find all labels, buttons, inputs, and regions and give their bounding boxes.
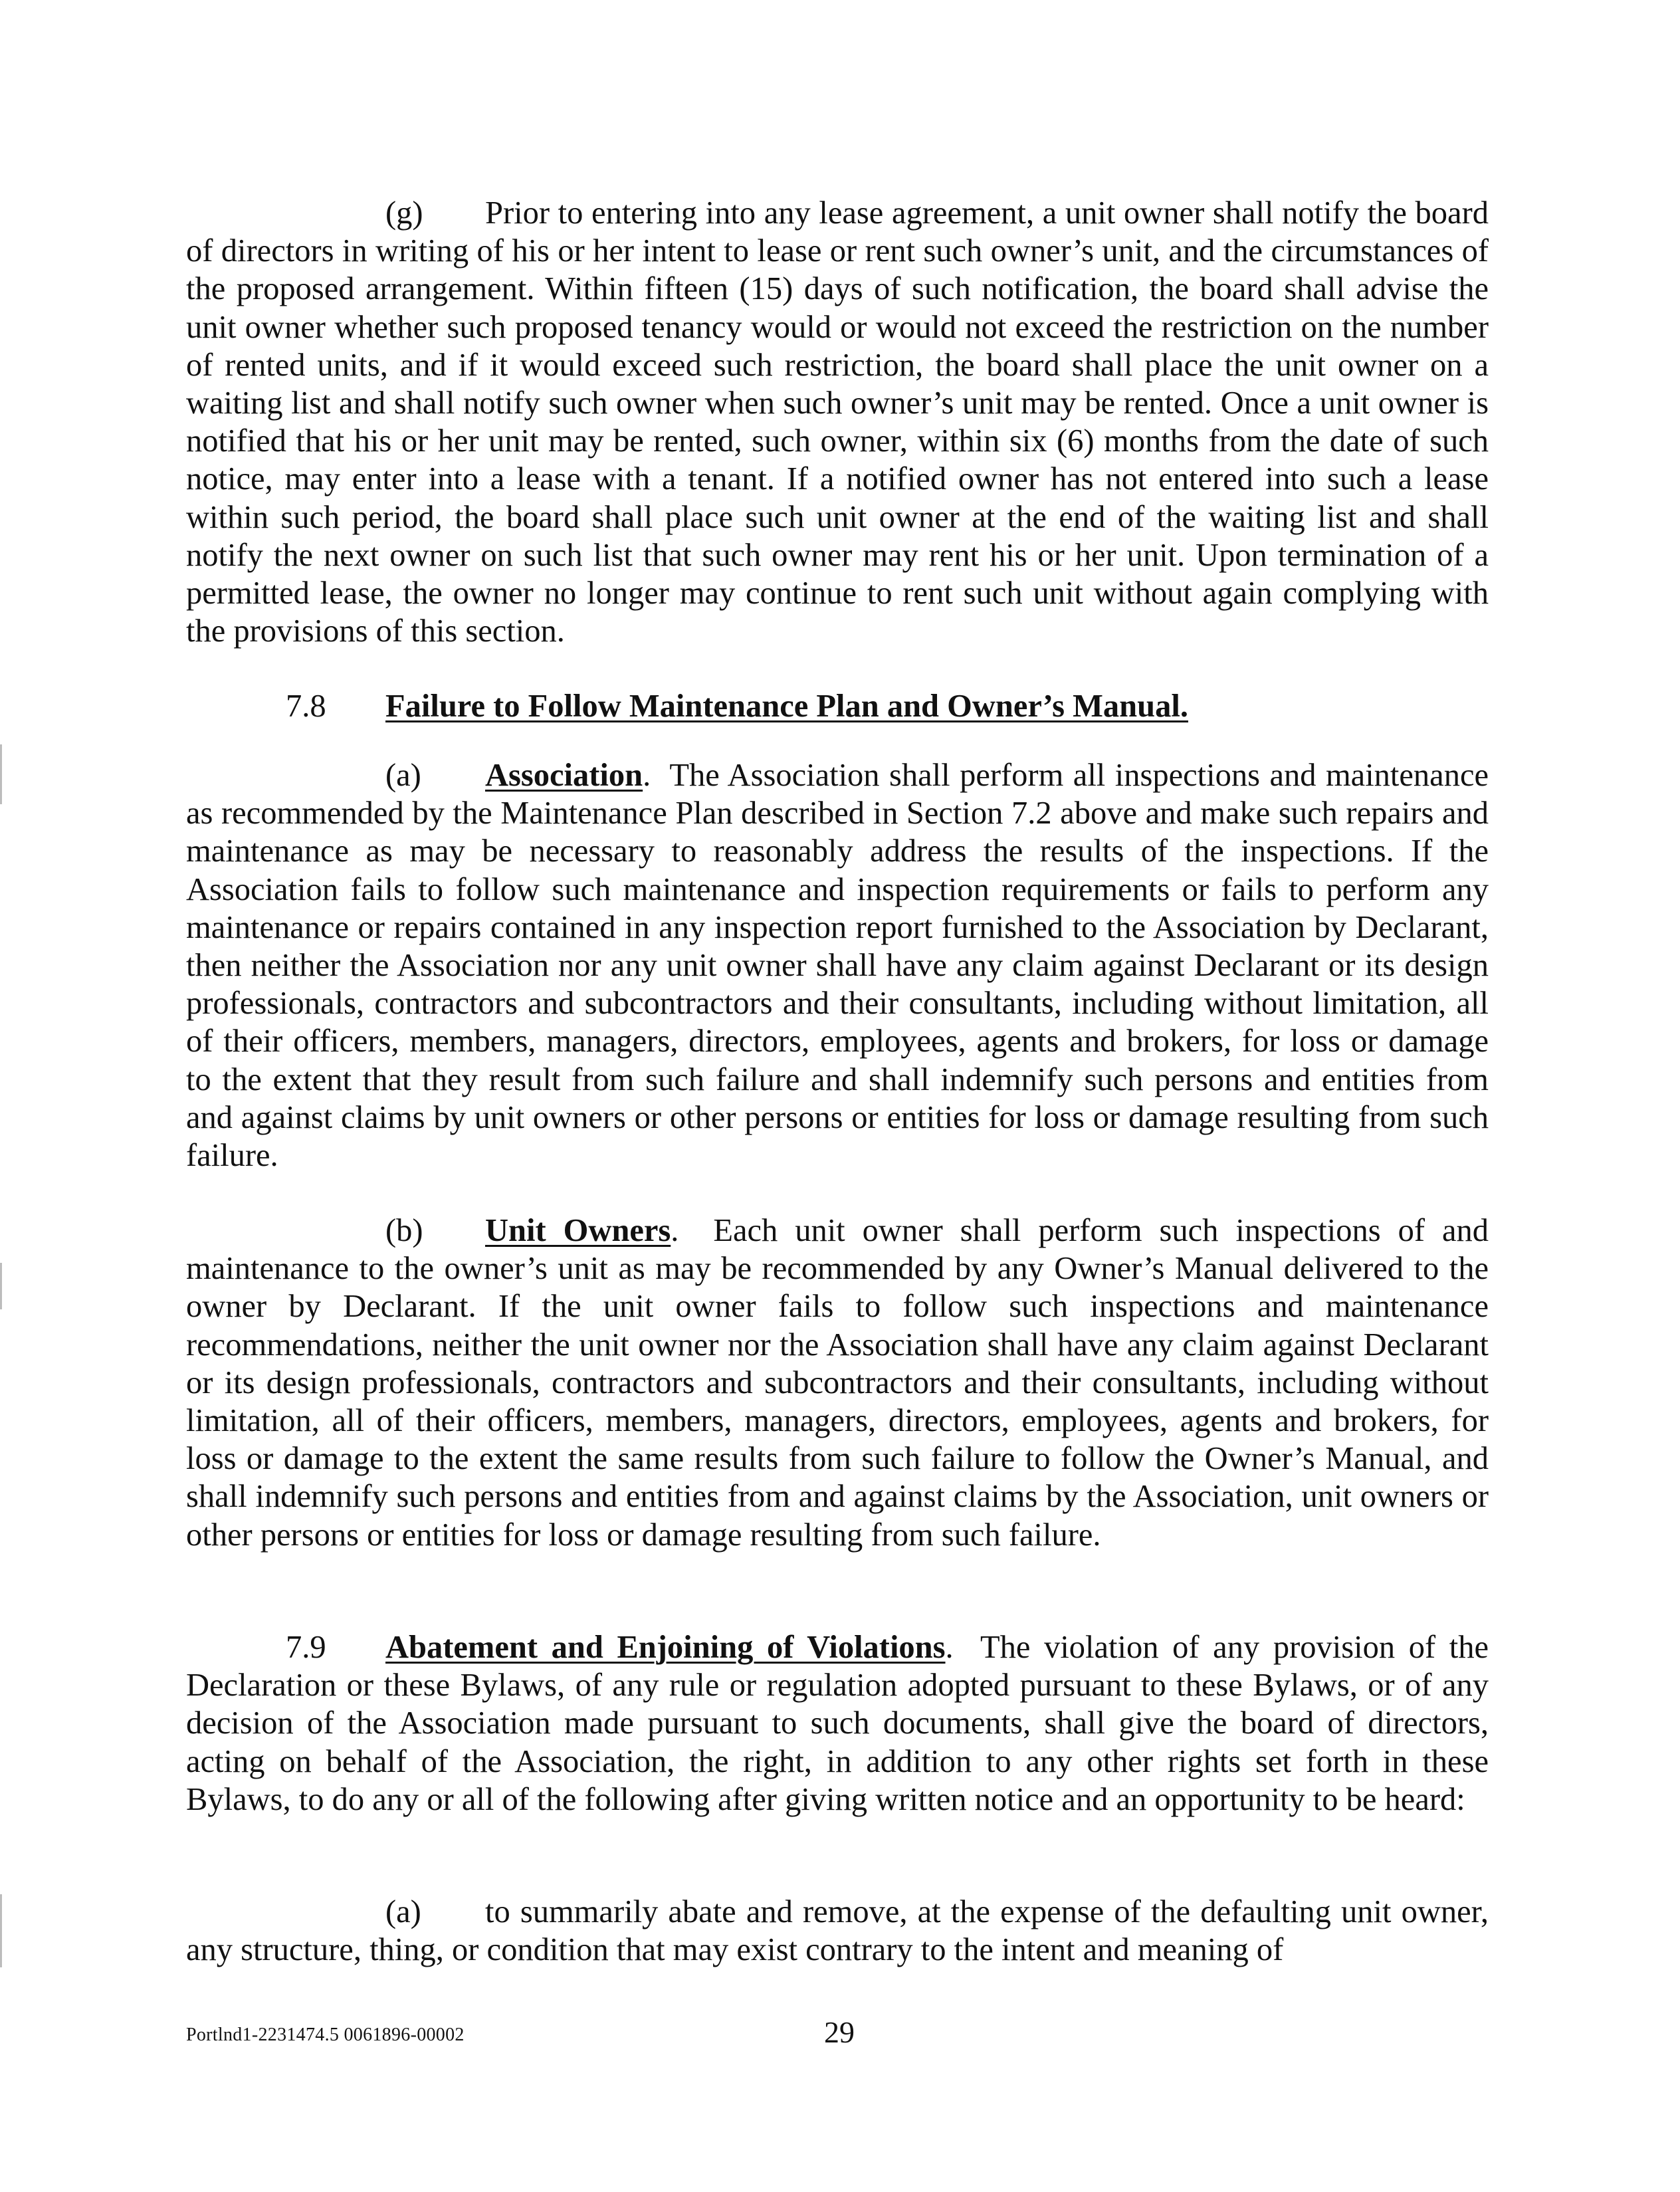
- paragraph-text: Prior to entering into any lease agreement, a unit owner shall notify the board of directors in writing of his or her intent to lease or rent such owner’s unit, and the circumstances of the proposed arrangement. Within fifteen (15) days of such notification, the board shall advise the unit owner whether such proposed tenancy would or would not exceed the restriction on the number of rented units, and if it would exceed such restriction, the board shall place the unit owner on a waiting list and shall notify such owner when such owner’s unit may be rented. Once a unit owner is notified that his or her unit may be rented, such owner, within six (6) months from the date of such notice, may enter into a lease with a tenant. If a notified owner has not entered into such a lease within such period, the board shall place such unit owner at the end of the waiting list and shall notify the next owner on such list that such owner may rent his or her unit. Upon termination of a permitted lease, the owner no longer may continue to rent such unit without again complying with the provisions of this section.: [186, 195, 1489, 649]
- section-title: Abatement and Enjoining of Violations: [385, 1630, 946, 1665]
- heading-punctuation: .: [671, 1213, 679, 1248]
- section-title: Failure to Follow Maintenance Plan and Owner’s Manual.: [385, 689, 1188, 724]
- section-number: 7.9: [286, 1630, 326, 1665]
- section-7-9: [186, 1628, 1489, 1818]
- section-number: 7.8: [286, 689, 326, 724]
- section-7-8-heading: [186, 687, 1489, 725]
- paragraph-7-8-a: [186, 756, 1489, 1174]
- paragraph-7-9-a: [186, 1893, 1489, 1969]
- document-id: Portlnd1-2231474.5 0061896-00002: [186, 2025, 465, 2045]
- scan-edge-mark: [0, 1894, 2, 1967]
- paragraph-text: The Association shall perform all inspections and maintenance as recommended by the Maintenance Plan described in Section 7.2 above and make such repairs and maintenance as may be necessary to reasonably address the results of the inspections. If the Association fails to follow such maintenance and inspection requirements or fails to perform any maintenance or repairs contained in any inspection report furnished to the Association by Declarant, then neither the Association nor any unit owner shall have any claim against Declarant or its design professionals, contractors and subcontractors and their consultants, including without limitation, all of their officers, members, managers, directors, employees, agents and brokers, for loss or damage to the extent that they result from such failure and shall indemnify such persons and entities from and against claims by unit owners or other persons or entities for loss or damage resulting from such failure.: [186, 758, 1489, 1174]
- paragraph-7-8-b: [186, 1212, 1489, 1554]
- paragraph-marker: (b): [385, 1213, 423, 1248]
- paragraph-heading: Association: [485, 758, 643, 793]
- paragraph-text: Each unit owner shall perform such inspections of and maintenance to the owner’s unit as may be recommended by any Owner’s Manual delivered to the owner by Declarant. If the unit owner fails to follow such inspections and maintenance recommendations, neither the unit owner nor the Association shall have any claim against Declarant or its design professionals, contractors and subcontractors and their consultants, including without limitation, all of their officers, members, managers, directors, employees, agents and brokers, for loss or damage to the extent the same results from such failure to follow the Owner’s Manual, and shall indemnify such persons and entities from and against claims by the Association, unit owners or other persons or entities for loss or damage resulting from such failure.: [186, 1213, 1489, 1553]
- paragraph-marker: (a): [385, 1894, 421, 1929]
- paragraph-g: [186, 194, 1489, 650]
- heading-punctuation: .: [643, 758, 651, 793]
- page-number: 29: [824, 2015, 855, 2049]
- paragraph-heading: Unit Owners: [485, 1213, 671, 1248]
- paragraph-text: to summarily abate and remove, at the expense of the defaulting unit owner, any structure, thing, or condition that may exist contrary to the intent and meaning of: [186, 1894, 1489, 1968]
- scan-edge-mark: [0, 1263, 2, 1309]
- paragraph-marker: (g): [385, 195, 423, 231]
- section-text: The violation of any provision of the Declaration or these Bylaws, of any rule or regulation adopted pursuant to these Bylaws, or of any decision of the Association made pursuant to such documents, shall give the board of directors, acting on behalf of the Association, the right, in addition to any other rights set forth in these Bylaws, to do any or all of the following after giving written notice and an opportunity to be heard:: [186, 1630, 1489, 1817]
- paragraph-marker: (a): [385, 758, 421, 793]
- scan-edge-mark: [0, 744, 2, 804]
- heading-punctuation: .: [945, 1630, 954, 1665]
